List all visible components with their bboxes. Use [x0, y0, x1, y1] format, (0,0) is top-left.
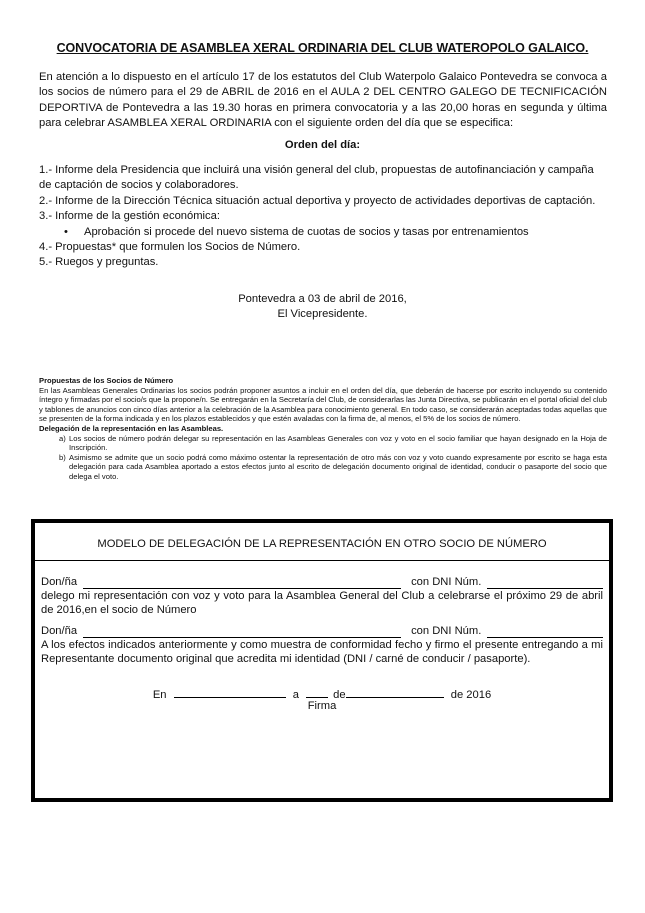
- place-field[interactable]: [174, 686, 286, 698]
- intro-paragraph: En atención a lo dispuesto en el artículo 17 de los estatutos del Club Waterpolo Galaico Pontevedra se convoca a los socios de número para el 29 de ABRIL de 2016 en el AULA 2 DEL CENTRO GALEGO DE TECNIFICACIÓN DEPORTIVA de Pontevedra a las 19.30 horas en primera convocatoria y a las 20,00 horas en segunda y última para celebrar ASAMBLEA XERAL ORDINARIA con el siguiente orden del día que se especifica:: [39, 71, 607, 130]
- delegator-dni-field[interactable]: [487, 577, 603, 589]
- agenda-item-5: 5.- Ruegos y preguntas.: [39, 256, 159, 269]
- month-field[interactable]: [346, 686, 444, 698]
- form-row-delegator: [41, 575, 603, 589]
- dni-label: con DNI Núm.: [411, 576, 482, 588]
- form-section-1: [41, 575, 603, 617]
- delegator-name-field[interactable]: [83, 577, 401, 589]
- agenda-item-2: 2.- Informe de la Dirección Técnica situación actual deportiva y proyecto de actividades deportivas de captación.: [39, 194, 596, 207]
- agenda-item-3-bullet-text: Aprobación si procede del nuevo sistema de cuotas de socios y tasas por entrenamientos: [84, 225, 529, 238]
- form-section-2: [41, 624, 603, 666]
- de-label: de: [333, 689, 346, 701]
- agenda-heading: Orden del día:: [284, 139, 361, 151]
- delegation-item-b: [39, 453, 607, 482]
- document-title: CONVOCATORIA DE ASAMBLEA XERAL ORDINARIA DEL CLUB WATEROPOLO GALAICO.: [56, 41, 589, 55]
- en-label: En: [152, 689, 167, 701]
- agenda-list: [39, 163, 607, 271]
- proposals-text: En las Asambleas Generales Ordinarias los socios podrán proponer asuntos a incluir en el orden del día, que deberán de hacerse por escrito incluyendo su contenido íntegro y firmadas por el socio/s que la propone/n. Se entregarán en la Secretaría del Club, de considerarlas las Junta Directiva, se publicarán en el portal oficial del club y tablones de anuncios con cinco días anterior a la celebración de la Asamblea para conocimiento general. En todo caso, se considerarán aceptadas todas aquellas que se presenten de la forma indicada y en los plazos establecidos y que estén avaladas con la firma de, al menos, el 5% de los socios de número.: [39, 385, 607, 424]
- delegation-a-text: Los socios de número podrán delegar su representación en las Asambleas Generales con voz y voto en el socio familiar que hayan designado en la Hoja de Inscripción.: [69, 433, 607, 453]
- form-row-delegate: [41, 624, 603, 638]
- delegation-item-a: [39, 434, 607, 453]
- delegation-a-label: a): [59, 433, 66, 443]
- bullet-icon: •: [64, 225, 68, 238]
- firma-label: Firma: [307, 700, 337, 712]
- delegation-heading: Delegación de la representación en las Asambleas.: [39, 423, 224, 433]
- delegation-form-box: [31, 519, 613, 802]
- signature-block: [0, 292, 645, 323]
- form-date-line: [35, 686, 609, 701]
- proposals-heading: Propuestas de los Socios de Número: [39, 376, 174, 385]
- delegate-dni-field[interactable]: [487, 626, 603, 638]
- delegate-text: delego mi representación con voz y voto para la Asamblea General del Club a celebrarse el próximo 29 de abril de 2016,en el socio de Número: [41, 590, 603, 616]
- don-label: Don/ña: [41, 576, 78, 588]
- footnotes: [39, 376, 607, 482]
- agenda-item-4: 4.- Propuestas* que formulen los Socios de Número.: [39, 241, 301, 254]
- signature-role: El Vicepresidente.: [277, 308, 368, 321]
- don-label-2: Don/ña: [41, 625, 78, 637]
- year-label: de 2016: [450, 689, 492, 701]
- agenda-item-1: 1.- Informe dela Presidencia que incluirá una visión general del club, propuestas de autofinanciación y campaña de captación de socios y colaboradores.: [39, 164, 594, 192]
- signature-place-date: Pontevedra a 03 de abril de 2016,: [238, 293, 407, 305]
- a-label: a: [292, 689, 299, 701]
- delegation-b-text: Asimismo se admite que un socio podrá como máximo ostentar la representación de otro más con voz y voto cuando expresamente por escrito se haga esta delegación para cada Asamblea aportado a estos efectos junto al escrito de delegación documento original de identidad, conducir o pasaporte del socio que delega el voto.: [69, 452, 607, 481]
- dni-label-2: con DNI Núm.: [411, 625, 482, 637]
- delegate-name-field[interactable]: [83, 626, 401, 638]
- delegation-b-label: b): [59, 452, 66, 462]
- form-heading: MODELO DE DELEGACIÓN DE LA REPRESENTACIÓN EN OTRO SOCIO DE NÚMERO: [35, 523, 609, 561]
- day-field[interactable]: [306, 686, 328, 698]
- agenda-item-3: 3.- Informe de la gestión económica:: [39, 210, 220, 223]
- agenda-item-3-bullet: [39, 225, 607, 240]
- conformity-text: A los efectos indicados anteriormente y como muestra de conformidad fecho y firmo el presente entregando a mi Representante documento original que acredita mi identidad (DNI / carné de conducir / pasaporte).: [41, 639, 603, 665]
